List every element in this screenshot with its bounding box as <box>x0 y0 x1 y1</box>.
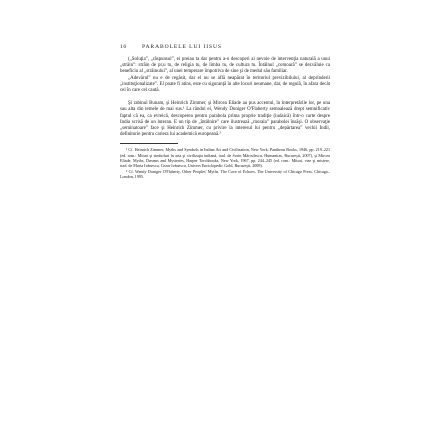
page-number: 16 <box>120 44 127 50</box>
running-header <box>120 44 330 50</box>
book-page <box>120 44 330 179</box>
paragraph: Şi rabinul Bunam, şi Heinrich Zimmer, şi Mircea Eliade au pus accentul, în interpretările lor, pe una sau alta din temele de mai sus.¹ La rândul ei, Wendy Doniger O'Flaherty semnalează drept semnificativ faptul că ea, ca evreică, descoperea pentru parabola prima proprie tradiţie (iudaică) într-o carte despre India scrisă de un luteran. E un tip de „întâlnire” care ilustrează „morala” parabolei însăşi. O observaţie „seminatoare” face şi Heinrich Zimmer, cu privire la interesul lui pentru „depărtarea” vechii Indii, definitorie pentru cariera lui academică europeană.² <box>120 101 330 138</box>
paragraph: „Adevărul” nu e de regăsit, dar el nu se află neapărat în teritoriul previzibilului, al deprinderii „instituţionalizate”. El poate fi atins, este cu siguranţă în alte locuri neumane, dar, de regulă, în afara decât cel în care cel caută. <box>120 75 330 94</box>
footnotes <box>120 147 330 179</box>
footnote-rule <box>120 143 178 144</box>
footnote: ² Cf. Wendy Doniger O'Flaherty, Other Peoples' Myths. The Cave of Echoes, The University of Chicago Press, Chicago–London, 1995. <box>120 168 330 179</box>
section-gap <box>120 94 330 101</box>
body-text-section-2 <box>120 101 330 138</box>
footnote: ¹ Cf. Heinrich Zimmer, Myths and Symbols in Indian Art and Civilization, New York, Pantheon Books, 1946, pp. 219–221 (ed. rom.: Mituri şi simboluri în arta şi civilizaţia indiană, trad. de Sorin Mărculescu, Humanitas, Bucureşti, 2007), şi Mircea Eliade, Myths, Dreams and Mysteries, Harper Torchbooks, New York, 1967, pp. 244–245 (ed. rom.: Mituri, vise şi mistere, trad. de Maria Ivănescu, Cezar Ivănescu, Univers Enciclopedic Gold, Bucureşti, 2008). <box>120 147 330 169</box>
running-title: PARABOLELE LUI IISUS <box>142 44 222 50</box>
body-text-section-1 <box>120 57 330 94</box>
paragraph: („Soluţia”, „răspunsul”, ei preiau ta dar pentru a-o descoperi ai nevoie de intervenţia naturală a unui „străin”: străin de pr,u tu, de religia tu, de limba tu, de cultura tu. Întâlnul „comoară” se dezvăluie ca beneficiu al „străinului”, al unei temperare împotriva de sine şi de medul său familiar. <box>120 57 330 75</box>
